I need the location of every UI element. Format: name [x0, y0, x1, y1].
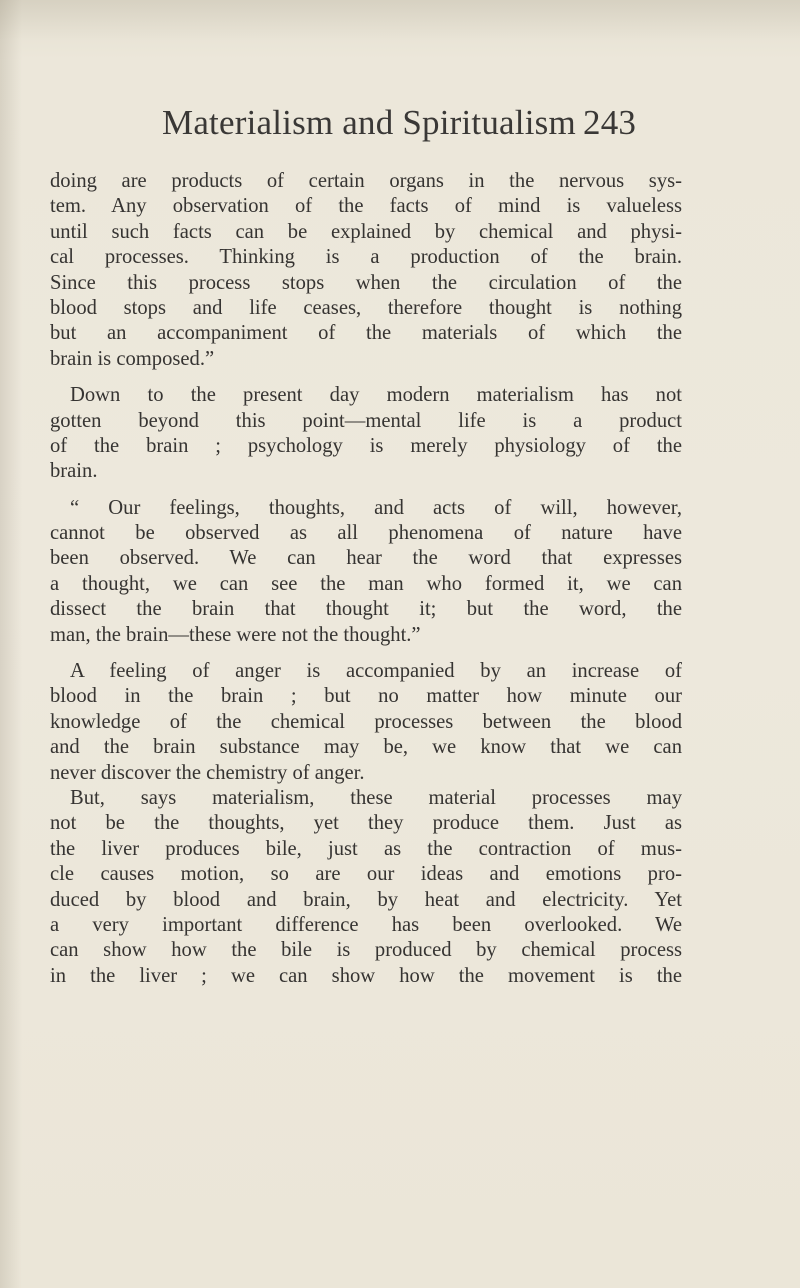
text-line: until such facts can be explained by chemical and physi- — [50, 220, 682, 243]
text-line: a very important difference has been overlooked. We — [50, 913, 682, 936]
text-line: of the brain ; psychology is merely physiology of the — [50, 434, 682, 457]
text-line: can show how the bile is produced by chemical process — [50, 939, 682, 962]
text-line: cannot be observed as all phenomena of nature have — [50, 522, 682, 545]
text-line: tem. Any observation of the facts of mind is valueless — [50, 195, 682, 218]
text-line: But, says materialism, these material processes may — [70, 786, 682, 809]
text-line: in the liver ; we can show how the movement is the — [50, 964, 682, 987]
text-line: Down to the present day modern materialism has not — [70, 384, 682, 407]
text-line: cal processes. Thinking is a production of the brain. — [50, 246, 682, 269]
text-line: the liver produces bile, just as the contraction of mus- — [50, 837, 682, 860]
paragraph-1 — [50, 169, 682, 372]
running-head-title: Materialism and Spiritualism — [162, 103, 576, 142]
text-line: not be the thoughts, yet they produce them. Just as — [50, 812, 682, 835]
text-line: dissect the brain that thought it; but the word, the — [50, 598, 682, 621]
text-line: blood in the brain ; but no matter how minute our — [50, 685, 682, 708]
text-line: “ Our feelings, thoughts, and acts of will, however, — [70, 496, 682, 519]
paragraph-5 — [50, 786, 682, 989]
text-line: duced by blood and brain, by heat and electricity. Yet — [50, 888, 682, 911]
text-line: and the brain substance may be, we know that we can — [50, 736, 682, 759]
text-line: man, the brain—these were not the thought.” — [50, 623, 421, 646]
paragraph-4 — [50, 659, 682, 786]
paragraph-3 — [50, 496, 682, 648]
text-line: never discover the chemistry of anger. — [50, 761, 365, 784]
page-top-shadow — [0, 0, 800, 40]
text-line: a thought, we can see the man who formed it, we can — [50, 572, 682, 595]
text-line: cle causes motion, so are our ideas and emotions pro- — [50, 863, 682, 886]
paragraph-2 — [50, 383, 682, 485]
page-number: 243 — [583, 103, 637, 142]
text-line: been observed. We can hear the word that expresses — [50, 547, 682, 570]
text-line: brain. — [50, 460, 98, 483]
text-line: A feeling of anger is accompanied by an increase of — [70, 660, 682, 683]
text-line: brain is composed.” — [50, 347, 215, 370]
text-line: gotten beyond this point—mental life is a product — [50, 409, 682, 432]
body-text — [50, 169, 682, 989]
text-line: Since this process stops when the circulation of the — [50, 271, 682, 294]
page-gutter-shadow — [0, 0, 22, 1288]
running-head — [162, 103, 682, 151]
text-line: doing are products of certain organs in the nervous sys- — [50, 170, 682, 192]
text-line: knowledge of the chemical processes between the blood — [50, 710, 682, 733]
text-line: blood stops and life ceases, therefore thought is nothing — [50, 296, 682, 319]
text-line: but an accompaniment of the materials of which the — [50, 322, 682, 345]
